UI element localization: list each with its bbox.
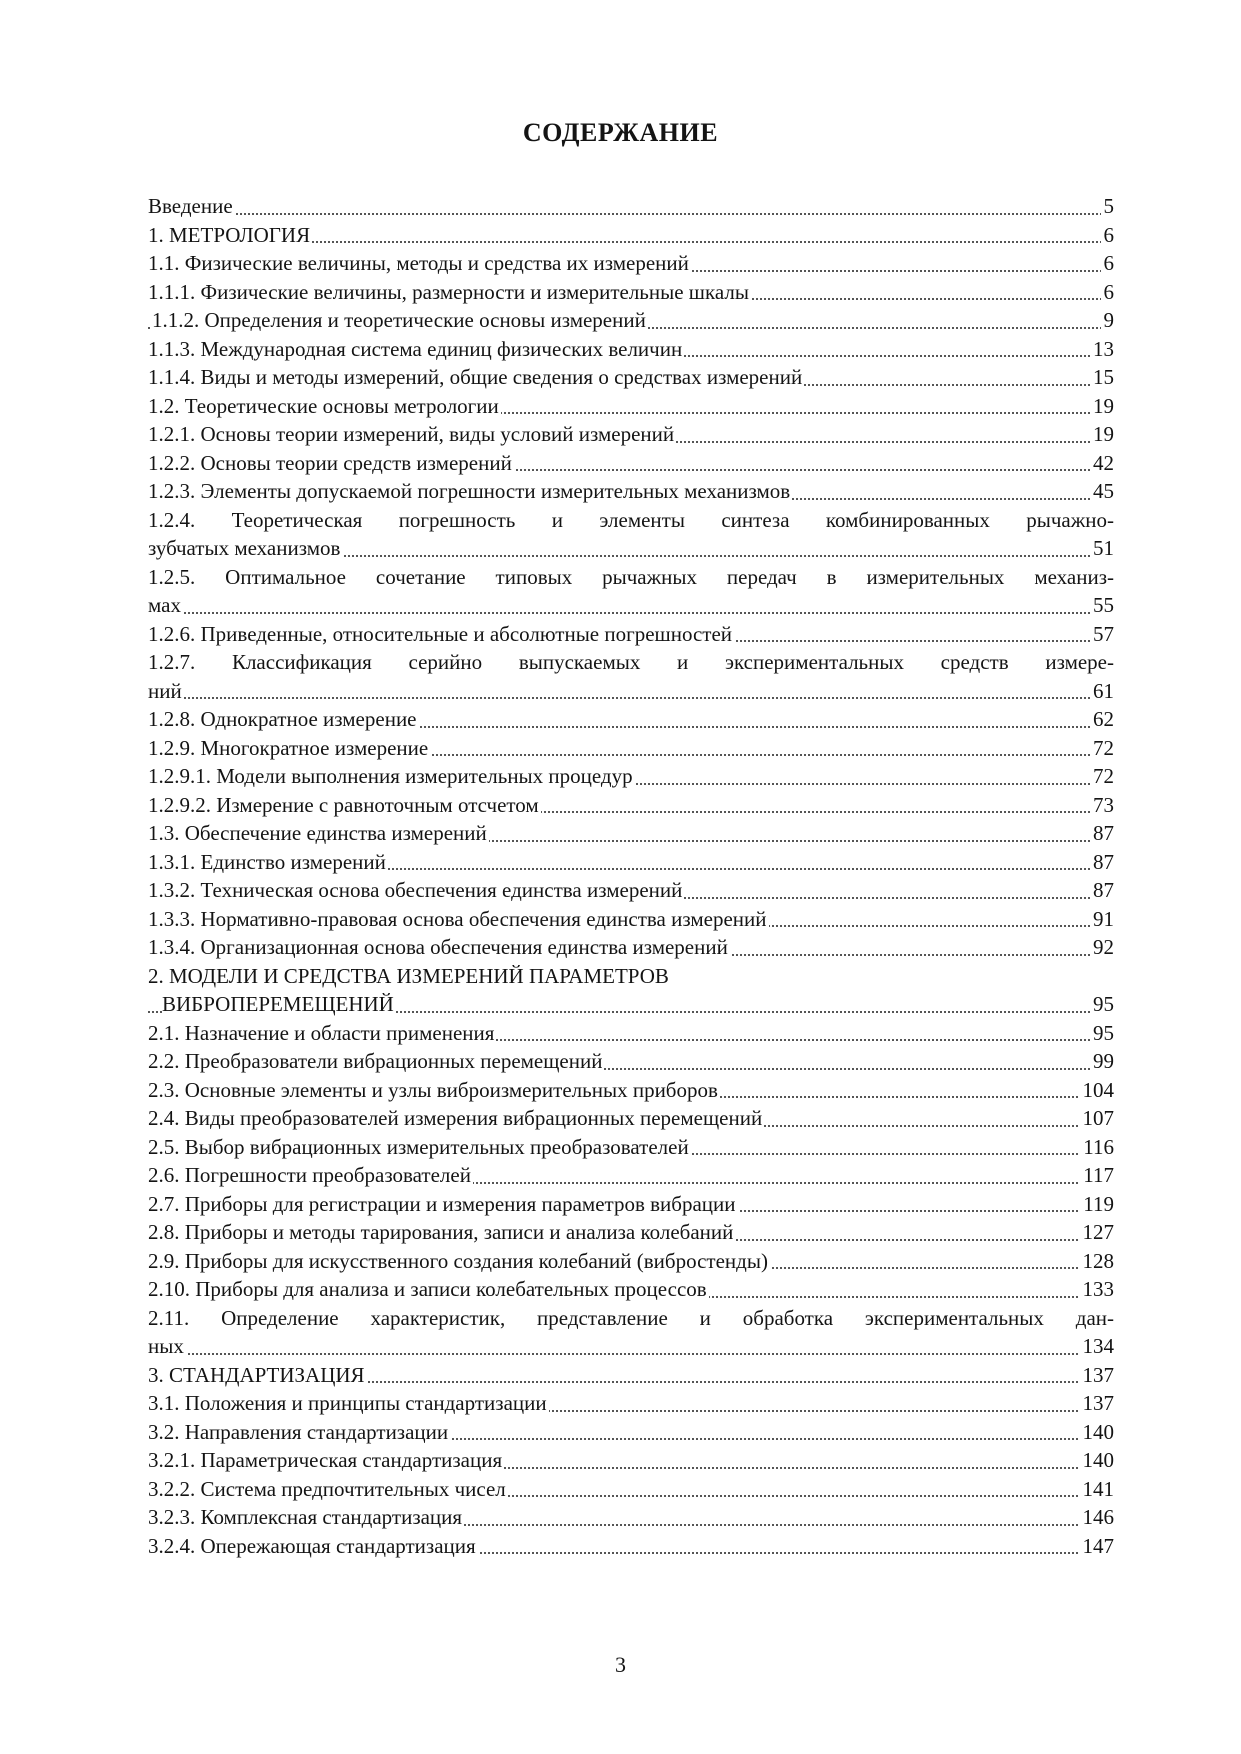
toc-entry[interactable] <box>148 1332 1114 1361</box>
toc-entry-title-continued: ВИБРОПЕРЕМЕЩЕНИЙ <box>162 992 394 1016</box>
toc-page-number: 137 <box>1080 1389 1115 1418</box>
toc-entry[interactable] <box>148 791 1114 820</box>
toc-entry[interactable] <box>148 905 1114 934</box>
toc-entry[interactable] <box>148 1475 1114 1504</box>
toc-entry-line <box>148 648 1114 677</box>
toc-entry[interactable] <box>148 1275 1114 1304</box>
toc-entry-title: 1.3.3. Нормативно-правовая основа обеспечения единства измерений <box>148 906 767 931</box>
toc-entry-title: 1.2.4. Теоретическая погрешность и элементы синтеза комбинированных рычажно- <box>148 506 1114 535</box>
toc-page-number: 92 <box>1090 933 1114 962</box>
toc-entry[interactable] <box>148 1161 1114 1190</box>
toc-entry-title: 1.2.2. Основы теории средств измерений <box>148 450 512 475</box>
toc-entry-title-continued: мах <box>148 593 181 617</box>
toc-page-number: 73 <box>1090 791 1114 820</box>
toc-entry-title: 3.2.2. Система предпочтительных чисел <box>148 1476 506 1501</box>
toc-entry[interactable] <box>148 848 1114 877</box>
toc-entry[interactable] <box>148 1247 1114 1276</box>
toc-entry-title: 1.2.9.1. Модели выполнения измерительных процедур <box>148 764 633 788</box>
toc-entry[interactable] <box>148 249 1114 278</box>
toc-page-number: 61 <box>1090 677 1114 706</box>
toc-entry[interactable] <box>148 876 1114 905</box>
toc-entry[interactable] <box>148 933 1114 962</box>
toc-entry-title: 3.1. Положения и принципы стандартизации <box>148 1391 547 1415</box>
toc-entry-title: 1.3.2. Техническая основа обеспечения единства измерений <box>148 878 683 902</box>
toc-page-number: 15 <box>1090 363 1114 392</box>
toc-entry-title: 1.2.5. Оптимальное сочетание типовых рычажных передач в измерительных механиз- <box>148 563 1114 592</box>
toc-entry-title: 3. СТАНДАРТИЗАЦИЯ <box>148 1362 365 1387</box>
toc-entry-title: 2.6. Погрешности преобразователей <box>148 1163 471 1187</box>
dot-leader <box>148 213 1114 215</box>
toc-entry[interactable] <box>148 990 1114 1019</box>
toc-entry-title: 1.2. Теоретические основы метрологии <box>148 393 499 418</box>
toc-entry-title: 1.1.1. Физические величины, размерности и измерительные шкалы <box>148 279 749 304</box>
page-title: СОДЕРЖАНИЕ <box>522 118 719 147</box>
toc-entry-title: 3.2.1. Параметрическая стандартизация <box>148 1448 503 1472</box>
toc-entry[interactable] <box>148 1361 1114 1390</box>
toc-page-number: 119 <box>1080 1190 1114 1219</box>
toc-entry-title: 2.3. Основные элементы и узлы виброизмерительных приборов <box>148 1077 718 1102</box>
toc-page-number: 5 <box>1101 192 1115 221</box>
toc-page-number: 9 <box>1101 306 1115 335</box>
toc-entry[interactable] <box>148 1389 1114 1418</box>
toc-page-number: 140 <box>1080 1418 1115 1447</box>
toc-entry-title: 2.11. Определение характеристик, представление и обработка экспериментальных дан- <box>148 1304 1114 1333</box>
toc-entry-title: 1.2.6. Приведенные, относительные и абсолютные погрешностей <box>148 621 733 646</box>
toc-page-number: 87 <box>1090 848 1114 877</box>
toc-entry[interactable] <box>148 705 1114 734</box>
toc-entry-title: 2.1. Назначение и области применения <box>148 1020 495 1045</box>
toc-entry-title: 1.2.9.2. Измерение с равноточным отсчетом <box>148 792 539 817</box>
toc-entry-title: 1.2.1. Основы теории измерений, виды условий измерений <box>148 422 675 446</box>
toc-entry[interactable] <box>148 449 1114 478</box>
toc-entry-title-continued: ных <box>148 1334 184 1358</box>
toc-entry[interactable] <box>148 677 1114 706</box>
toc-entry[interactable] <box>148 1532 1114 1561</box>
toc-page-number: 116 <box>1080 1133 1114 1162</box>
toc-entry-title: 1.1.2. Определения и теоретические основы измерений <box>152 308 646 332</box>
toc-entry-title-continued: зубчатых механизмов <box>148 536 341 560</box>
toc-page-number: 133 <box>1080 1275 1115 1304</box>
toc-entry[interactable] <box>148 1076 1114 1105</box>
toc-entry[interactable] <box>148 1446 1114 1475</box>
toc-entry[interactable] <box>148 819 1114 848</box>
toc-page-number: 137 <box>1080 1361 1115 1390</box>
toc-entry[interactable] <box>148 335 1114 364</box>
toc-page-number: 51 <box>1090 534 1114 563</box>
toc-entry-title: 3.2. Направления стандартизации <box>148 1419 449 1444</box>
dot-leader <box>148 697 1114 699</box>
toc-entry[interactable] <box>148 477 1114 506</box>
toc-page-number: 147 <box>1080 1532 1115 1561</box>
toc-entry[interactable] <box>148 420 1114 449</box>
toc-entry-title: 2.7. Приборы для регистрации и измерения параметров вибрации <box>148 1191 736 1216</box>
toc-entry[interactable] <box>148 306 1114 335</box>
toc-entry-title: 2.2. Преобразователи вибрационных перемещений <box>148 1049 603 1073</box>
toc-page-number: 13 <box>1090 335 1114 364</box>
toc-entry[interactable] <box>148 1418 1114 1447</box>
toc-entry[interactable] <box>148 1019 1114 1048</box>
toc-entry[interactable] <box>148 620 1114 649</box>
toc-entry[interactable] <box>148 1190 1114 1219</box>
toc-entry-title: 1.3.1. Единство измерений <box>148 849 386 874</box>
toc-entry-title: 1. МЕТРОЛОГИЯ <box>148 222 311 247</box>
toc-page-number: 99 <box>1090 1047 1114 1076</box>
toc-entry[interactable] <box>148 734 1114 763</box>
toc-page-number: 6 <box>1101 249 1115 278</box>
toc-entry-title: 1.2.7. Классификация серийно выпускаемых и экспериментальных средств измере- <box>148 648 1114 677</box>
toc-entry-title: 1.2.9. Многократное измерение <box>148 735 429 760</box>
toc-entry-line <box>148 1304 1114 1333</box>
toc-entry[interactable] <box>148 221 1114 250</box>
toc-entry[interactable] <box>148 1104 1114 1133</box>
toc-page-number: 62 <box>1090 705 1114 734</box>
toc-page-number: 45 <box>1090 477 1114 506</box>
toc-entry-title: 1.3. Обеспечение единства измерений <box>148 821 487 845</box>
toc-page-number: 42 <box>1090 449 1114 478</box>
toc-entry[interactable] <box>148 363 1114 392</box>
toc-page-number: 104 <box>1080 1076 1115 1105</box>
toc-page-number: 55 <box>1090 591 1114 620</box>
toc-page-number: 117 <box>1080 1161 1114 1190</box>
toc-entry[interactable] <box>148 1133 1114 1162</box>
toc-entry[interactable] <box>148 762 1114 791</box>
toc-entry-line <box>148 506 1114 535</box>
toc-page-number: 19 <box>1090 392 1114 421</box>
toc-page-number: 87 <box>1090 876 1114 905</box>
toc-entry-title: 1.2.8. Однократное измерение <box>148 707 417 731</box>
toc-entry-title-continued: ний <box>148 678 182 703</box>
toc-entry-title: 2.8. Приборы и методы тарирования, записи и анализа колебаний <box>148 1220 734 1244</box>
toc-page-number: 6 <box>1101 221 1115 250</box>
toc-page-number: 72 <box>1090 762 1114 791</box>
toc-page-number: 87 <box>1090 819 1114 848</box>
toc-page-number: 127 <box>1080 1218 1115 1247</box>
toc-entry-title: 3.2.4. Опережающая стандартизация <box>148 1533 476 1558</box>
toc-entry[interactable] <box>148 278 1114 307</box>
toc-entry[interactable] <box>148 1503 1114 1532</box>
toc-page-number: 146 <box>1080 1503 1115 1532</box>
toc-entry-title: 2.4. Виды преобразователей измерения вибрационных перемещений <box>148 1106 763 1130</box>
toc-entry[interactable] <box>148 192 1114 221</box>
toc-page-number: 91 <box>1090 905 1114 934</box>
table-of-contents <box>148 192 1114 1560</box>
toc-entry[interactable] <box>148 534 1114 563</box>
toc-entry-title: 2.5. Выбор вибрационных измерительных преобразователей <box>148 1134 689 1159</box>
toc-page-number: 6 <box>1101 278 1115 307</box>
toc-page-number: 19 <box>1090 420 1114 449</box>
toc-page-number: 95 <box>1090 1019 1114 1048</box>
toc-entry-title: 1.1. Физические величины, методы и средства их измерений <box>148 251 689 275</box>
toc-page-number: 141 <box>1080 1475 1115 1504</box>
dot-leader <box>148 1353 1114 1355</box>
toc-page-number: 95 <box>1090 990 1114 1019</box>
toc-page-number: 128 <box>1080 1247 1115 1276</box>
toc-entry-title: Введение <box>148 194 233 218</box>
toc-entry-title: 1.1.3. Международная система единиц физических величин <box>148 336 683 361</box>
toc-entry-title: 1.2.3. Элементы допускаемой погрешности измерительных механизмов <box>148 479 791 503</box>
toc-page-number: 134 <box>1080 1332 1115 1361</box>
toc-entry-title: 2. МОДЕЛИ И СРЕДСТВА ИЗМЕРЕНИЙ ПАРАМЕТРОВ <box>148 963 669 988</box>
toc-entry[interactable] <box>148 392 1114 421</box>
toc-page-number: 107 <box>1080 1104 1115 1133</box>
toc-entry[interactable] <box>148 1047 1114 1076</box>
toc-entry-line <box>148 962 1114 991</box>
toc-page-number: 57 <box>1090 620 1114 649</box>
toc-entry-title: 1.3.4. Организационная основа обеспечения единства измерений <box>148 935 728 959</box>
toc-entry-title: 2.9. Приборы для искусственного создания колебаний (вибростенды) <box>148 1248 768 1273</box>
toc-entry-line <box>148 563 1114 592</box>
toc-entry-title: 3.2.3. Комплексная стандартизация <box>148 1505 463 1529</box>
toc-entry-title: 2.10. Приборы для анализа и записи колебательных процессов <box>148 1277 707 1301</box>
toc-entry-title: 1.1.4. Виды и методы измерений, общие сведения о средствах измерений <box>148 365 803 389</box>
toc-entry[interactable] <box>148 1218 1114 1247</box>
toc-page-number: 72 <box>1090 734 1114 763</box>
toc-entry[interactable] <box>148 591 1114 620</box>
dot-leader <box>148 612 1114 614</box>
page-number: 3 <box>615 1652 626 1677</box>
toc-page-number: 140 <box>1080 1446 1115 1475</box>
